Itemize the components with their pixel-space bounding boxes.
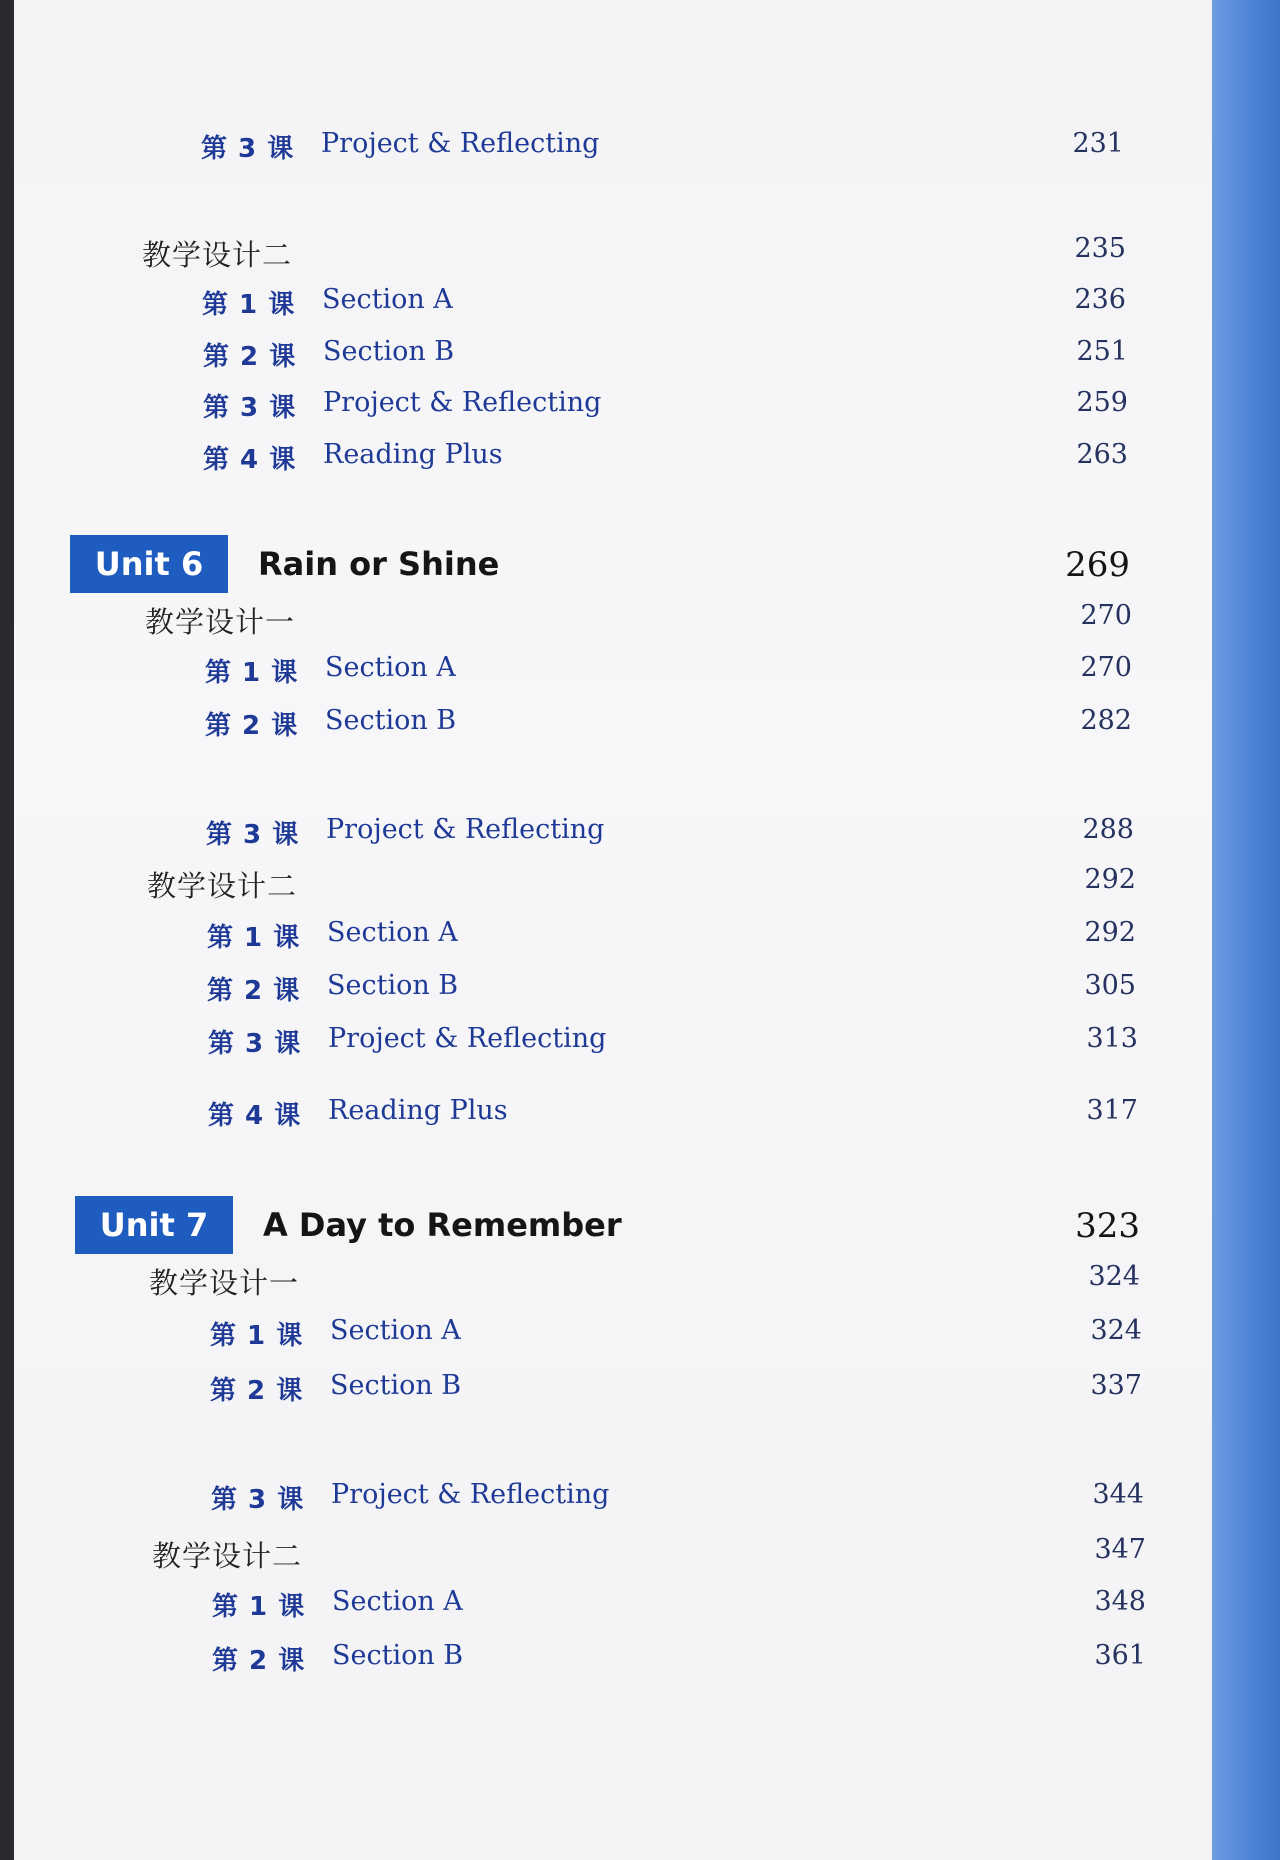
page-number: 236 bbox=[1074, 284, 1126, 315]
lesson-title: Section A bbox=[327, 917, 458, 948]
lesson-title: Section B bbox=[325, 705, 457, 736]
page-number: 288 bbox=[1082, 814, 1134, 845]
lesson-title: Section A bbox=[332, 1586, 463, 1617]
lesson-title: Section A bbox=[325, 652, 456, 683]
toc-lesson-row bbox=[14, 652, 1214, 696]
lesson-title: Section A bbox=[330, 1315, 461, 1346]
page-number: 361 bbox=[1094, 1640, 1146, 1671]
page-number: 231 bbox=[1072, 128, 1124, 159]
lesson-title: Section A bbox=[322, 284, 453, 315]
page-number: 323 bbox=[1075, 1206, 1140, 1246]
page-number: 344 bbox=[1092, 1479, 1144, 1510]
page-number: 347 bbox=[1094, 1534, 1146, 1565]
toc-unit-row bbox=[14, 545, 1214, 589]
toc-design-row bbox=[14, 1534, 1214, 1578]
toc-design-row bbox=[14, 600, 1214, 644]
lesson-title: Reading Plus bbox=[328, 1095, 508, 1126]
page-number: 282 bbox=[1080, 705, 1132, 736]
unit-title: A Day to Remember bbox=[263, 1206, 622, 1244]
lesson-title: Project & Reflecting bbox=[321, 128, 600, 159]
page-number: 269 bbox=[1065, 545, 1130, 585]
toc-design-row bbox=[14, 1261, 1214, 1305]
toc-lesson-row bbox=[14, 1586, 1214, 1630]
toc-lesson-row bbox=[14, 970, 1214, 1014]
lesson-number: 第 2 课 bbox=[203, 342, 297, 372]
unit-badge: Unit 6 bbox=[70, 535, 228, 593]
lesson-number: 第 2 课 bbox=[205, 711, 299, 741]
lesson-number: 第 1 课 bbox=[205, 658, 299, 688]
unit-title: Rain or Shine bbox=[258, 545, 500, 583]
design-title: 教学设计一 bbox=[145, 605, 296, 639]
toc-lesson-row bbox=[14, 128, 1214, 172]
lesson-title: Project & Reflecting bbox=[331, 1479, 610, 1510]
lesson-number: 第 4 课 bbox=[203, 445, 297, 475]
lesson-title: Project & Reflecting bbox=[326, 814, 605, 845]
lesson-number: 第 1 课 bbox=[207, 923, 301, 953]
page-number: 348 bbox=[1094, 1586, 1146, 1617]
lesson-number: 第 2 课 bbox=[210, 1376, 304, 1406]
toc-lesson-row bbox=[14, 1479, 1214, 1523]
page-edge-blue-band bbox=[1212, 0, 1280, 1860]
page-number: 313 bbox=[1086, 1023, 1138, 1054]
book-page bbox=[14, 0, 1280, 1860]
lesson-title: Project & Reflecting bbox=[328, 1023, 607, 1054]
toc-lesson-row bbox=[14, 1370, 1214, 1414]
page-number: 337 bbox=[1090, 1370, 1142, 1401]
page-number: 259 bbox=[1076, 387, 1128, 418]
lesson-number: 第 2 课 bbox=[207, 976, 301, 1006]
design-title: 教学设计二 bbox=[142, 238, 293, 272]
toc-unit-row bbox=[14, 1206, 1214, 1250]
lesson-number: 第 1 课 bbox=[210, 1321, 304, 1351]
unit-badge: Unit 7 bbox=[75, 1196, 233, 1254]
toc-lesson-row bbox=[14, 1315, 1214, 1359]
page-number: 270 bbox=[1080, 600, 1132, 631]
page-number: 235 bbox=[1074, 233, 1126, 264]
page-number: 263 bbox=[1076, 439, 1128, 470]
toc-lesson-row bbox=[14, 705, 1214, 749]
toc-lesson-row bbox=[14, 917, 1214, 961]
lesson-title: Section B bbox=[330, 1370, 462, 1401]
lesson-number: 第 3 课 bbox=[206, 820, 300, 850]
lesson-number: 第 1 课 bbox=[202, 290, 296, 320]
design-title: 教学设计二 bbox=[147, 869, 298, 903]
page-number: 270 bbox=[1080, 652, 1132, 683]
page-number: 292 bbox=[1084, 917, 1136, 948]
lesson-number: 第 3 课 bbox=[203, 393, 297, 423]
design-title: 教学设计二 bbox=[152, 1539, 303, 1573]
lesson-number: 第 3 课 bbox=[208, 1029, 302, 1059]
lesson-title: Section B bbox=[332, 1640, 464, 1671]
lesson-number: 第 2 课 bbox=[212, 1646, 306, 1676]
page-number: 324 bbox=[1088, 1261, 1140, 1292]
toc-lesson-row bbox=[14, 1640, 1214, 1684]
lesson-title: Section B bbox=[323, 336, 455, 367]
toc-design-row bbox=[14, 233, 1214, 277]
toc-design-row bbox=[14, 864, 1214, 908]
toc-lesson-row bbox=[14, 1095, 1214, 1139]
table-of-contents bbox=[14, 0, 1214, 1860]
lesson-number: 第 3 课 bbox=[211, 1485, 305, 1515]
lesson-title: Reading Plus bbox=[323, 439, 503, 470]
page-number: 317 bbox=[1086, 1095, 1138, 1126]
page-number: 305 bbox=[1084, 970, 1136, 1001]
lesson-number: 第 4 课 bbox=[208, 1101, 302, 1131]
toc-lesson-row bbox=[14, 336, 1214, 380]
toc-lesson-row bbox=[14, 1023, 1214, 1067]
page-number: 324 bbox=[1090, 1315, 1142, 1346]
design-title: 教学设计一 bbox=[149, 1266, 300, 1300]
toc-lesson-row bbox=[14, 387, 1214, 431]
lesson-number: 第 3 课 bbox=[201, 134, 295, 164]
page-number: 292 bbox=[1084, 864, 1136, 895]
page-number: 251 bbox=[1076, 336, 1128, 367]
lesson-number: 第 1 课 bbox=[212, 1592, 306, 1622]
toc-lesson-row bbox=[14, 814, 1214, 858]
lesson-title: Section B bbox=[327, 970, 459, 1001]
lesson-title: Project & Reflecting bbox=[323, 387, 602, 418]
toc-lesson-row bbox=[14, 284, 1214, 328]
toc-lesson-row bbox=[14, 439, 1214, 483]
